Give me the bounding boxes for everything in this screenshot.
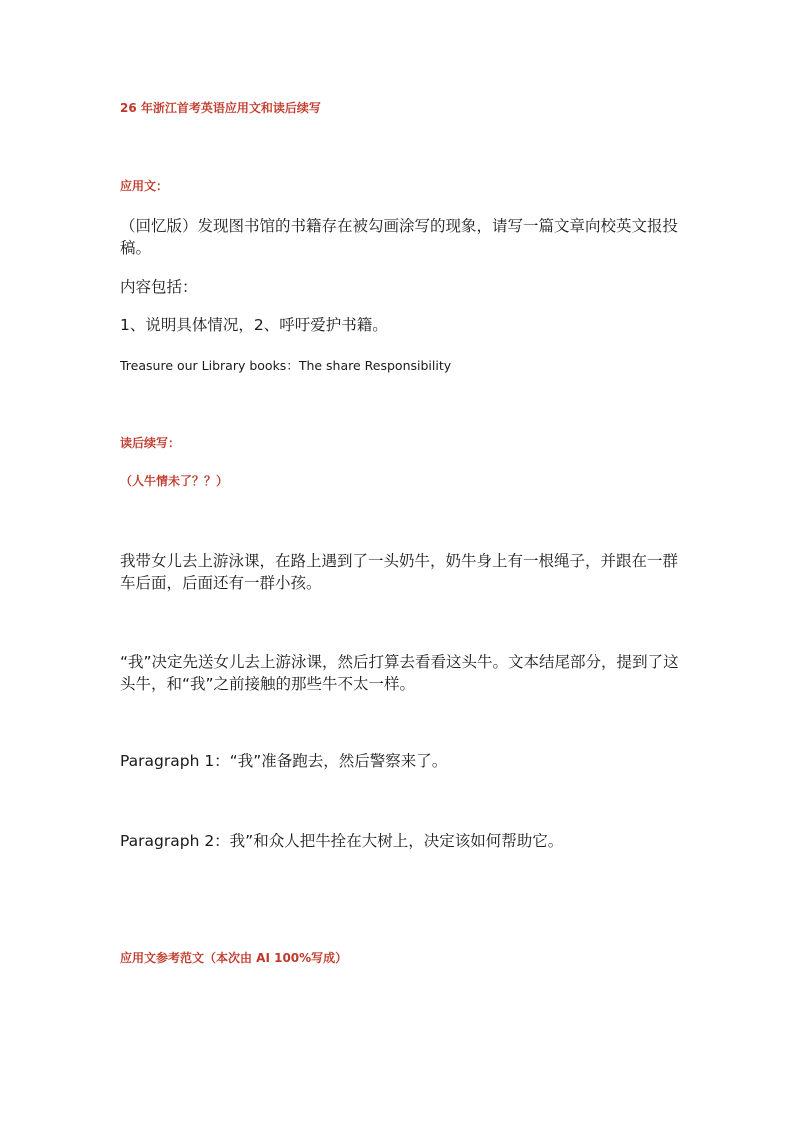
content-points: 1、说明具体情况，2、呼吁爱护书籍。 [120,316,388,334]
continuation-subtitle: （人牛情未了？？） [120,474,229,488]
story-summary-part-1: 我带女儿去上游泳课，在路上遇到了一头奶牛，奶牛身上有一根绳子，并跟在一群车后面，后面还有一群小孩。 [120,552,679,592]
writing-prompt: （回忆版）发现图书馆的书籍存在被勾画涂写的现象，请写一篇文章向校英文报投稿。 [120,217,679,257]
content-label: 内容包括： [120,278,198,296]
sample-essay-heading: 应用文参考范文（本次由 AI 100%写成） [120,951,348,965]
paragraph-2-hint: Paragraph 2：我”和众人把牛拴在大树上，决定该如何帮助它。 [120,832,564,850]
paragraph-1-hint: Paragraph 1：“我”准备跑去，然后警察来了。 [120,752,448,770]
writing-section-heading: 应用文： [120,179,169,193]
story-summary-part-2: “我”决定先送女儿去上游泳课，然后打算去看看这头牛。文本结尾部分，提到了这头牛，和“我”之前接触的那些牛不太一样。 [120,653,679,693]
essay-given-title: Treasure our Library books：The share Responsibility [120,358,452,373]
document-title: 26 年浙江首考英语应用文和读后续写 [120,101,321,115]
continuation-section-heading: 读后续写： [120,436,181,450]
